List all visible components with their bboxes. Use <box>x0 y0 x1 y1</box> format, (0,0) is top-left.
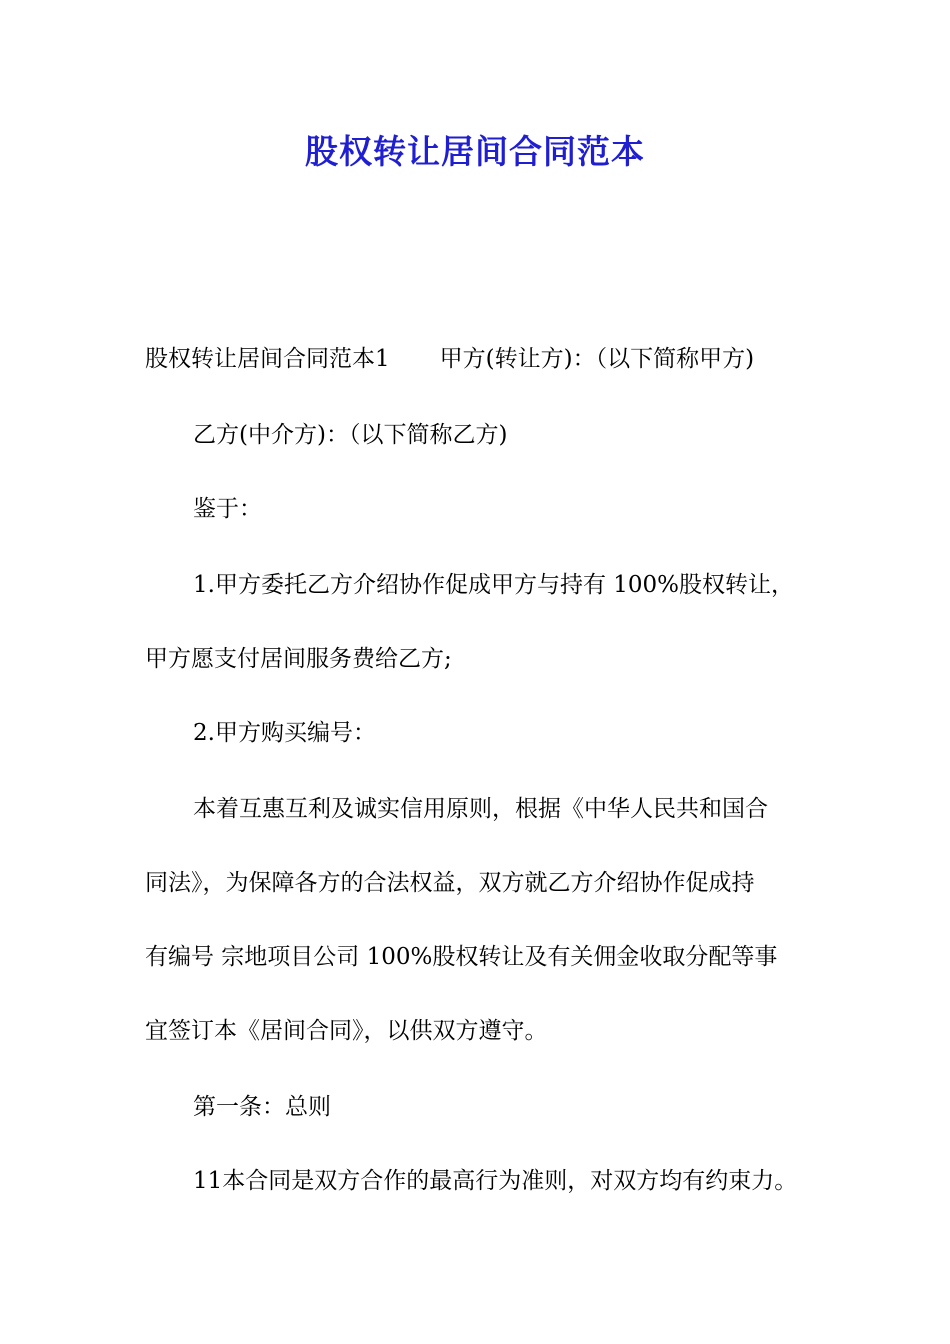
article1-heading: 第一条：总则 <box>193 1094 331 1120</box>
whereas-text: 鉴于： <box>193 496 262 522</box>
intro-line <box>145 344 754 374</box>
intro-heading: 股权转让居间合同范本1 <box>145 346 390 372</box>
party-b-text: 乙方(中介方)：（以下简称乙方) <box>193 422 508 448</box>
paragraph-line2: 同法》，为保障各方的合法权益，双方就乙方介绍协作促成持 <box>145 870 755 896</box>
paragraph-line1: 本着互惠互利及诚实信用原则，根据《中华人民共和国合 <box>193 796 768 822</box>
item1-line2: 甲方愿支付居间服务费给乙方; <box>145 646 452 672</box>
item2-text: 2.甲方购买编号： <box>193 720 376 746</box>
article1-clause1: 11本合同是双方合作的最高行为准则，对双方均有约束力。 <box>193 1168 798 1194</box>
document-title: 股权转让居间合同范本 <box>305 132 645 171</box>
item1-line1: 1.甲方委托乙方介绍协作促成甲方与持有 100%股权转让， <box>193 572 795 598</box>
paragraph-line4: 宜签订本《居间合同》，以供双方遵守。 <box>145 1018 548 1044</box>
paragraph-line3: 有编号 宗地项目公司 100%股权转让及有关佣金收取分配等事 <box>145 944 778 970</box>
party-a-text: 甲方(转让方)：（以下简称甲方) <box>439 346 755 372</box>
